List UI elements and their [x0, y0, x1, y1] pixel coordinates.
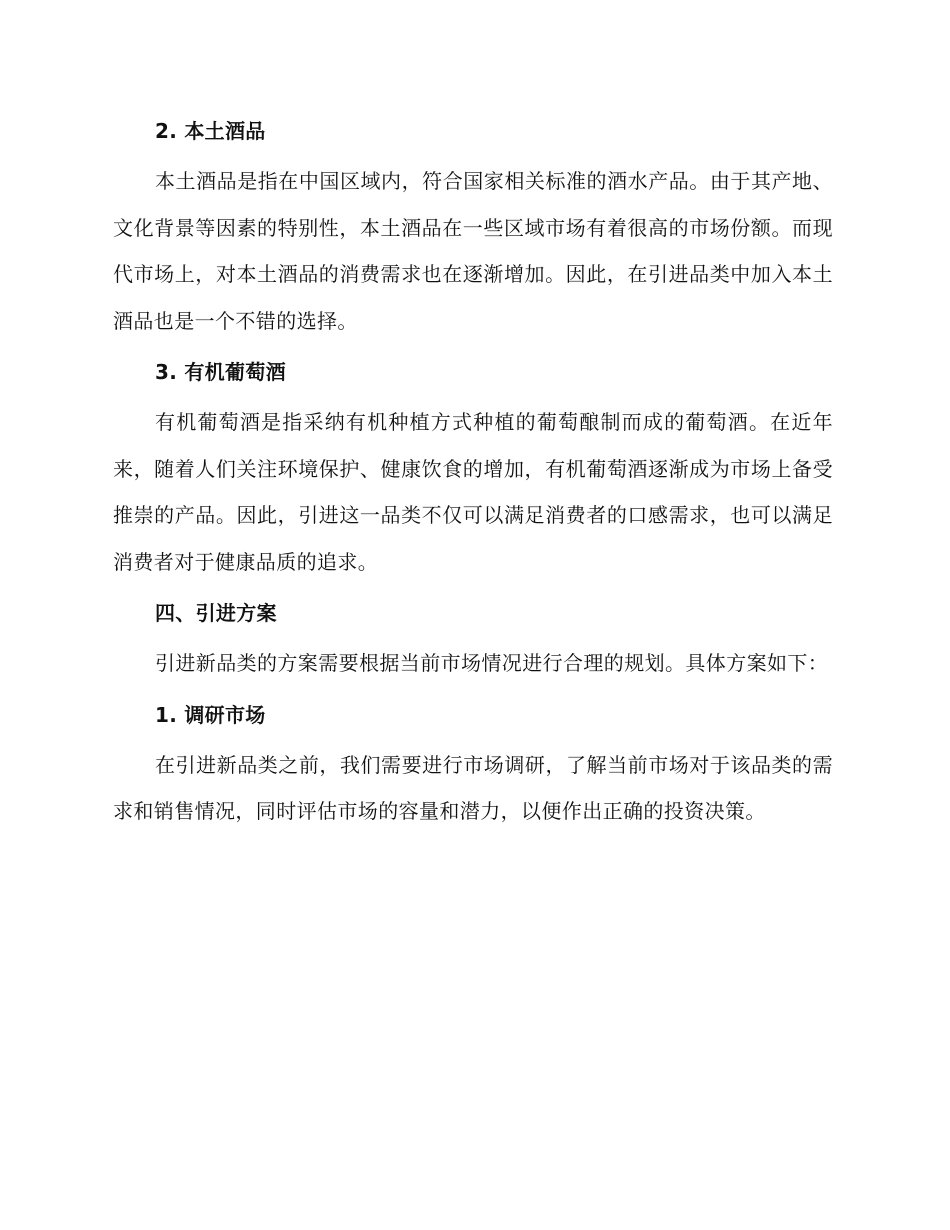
paragraph-market-research: 在引进新品类之前，我们需要进行市场调研，了解当前市场对于该品类的需求和销售情况，同时评估市场的容量和潜力，以便作出正确的投资决策。: [113, 752, 833, 823]
section-heading-market-research: 1. 调研市场: [155, 702, 266, 727]
paragraph-introduction-plan: 引进新品类的方案需要根据当前市场情况进行合理的规划。具体方案如下：: [155, 651, 829, 675]
document-body: [113, 108, 833, 835]
section-heading-organic-wine: 3. 有机葡萄酒: [155, 360, 286, 384]
paragraph-organic-wine: 有机葡萄酒是指采纳有机种植方式种植的葡萄酿制而成的葡萄酒。在近年来，随着人们关注环境保护、健康饮食的增加，有机葡萄酒逐渐成为市场上备受推崇的产品。因此，引进这一品类不仅可以满足消费者的口感需求，也可以满足消费者对于健康品质的追求。: [113, 410, 833, 574]
section-heading-introduction-plan: 四、引进方案: [155, 601, 277, 625]
section-heading-native-liquor: 2. 本土酒品: [155, 119, 266, 143]
paragraph-native-liquor: 本土酒品是指在中国区域内，符合国家相关标准的酒水产品。由于其产地、文化背景等因素的特别性，本土酒品在一些区域市场有着很高的市场份额。而现代市场上，对本土酒品的消费需求也在逐渐增加。因此，在引进品类中加入本土酒品也是一个不错的选择。: [113, 169, 833, 333]
